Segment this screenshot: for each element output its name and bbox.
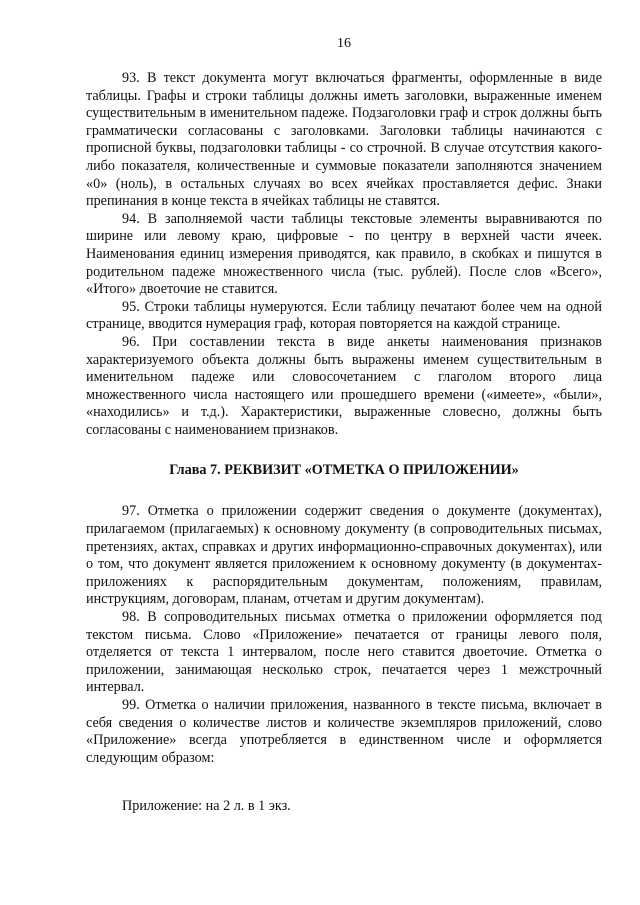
attachment-example: Приложение: на 2 л. в 1 экз.	[122, 798, 291, 815]
paragraph-99: 99. Отметка о наличии приложения, названного в тексте письма, включает в себя сведения о количестве листов и количестве экземпляров приложений, слово «Приложение» всегда употребляется в единственном числе и оформляется следующим образом:	[86, 697, 602, 766]
paragraph-97: 97. Отметка о приложении содержит сведения о документе (документах), прилагаемом (прилагаемых) к основному документу (в сопроводительных письмах, претензиях, актах, справках и других информационно-справочных документах), или о том, что документ является приложением к основному документу (в документах-приложениях к распорядительным документам, положениям, правилам, инструкциям, договорам, планам, отчетам и другим документам).	[86, 503, 602, 608]
paragraph-95: 95. Строки таблицы нумеруются. Если таблицу печатают более чем на одной странице, вводится нумерация граф, которая повторяется на каждой странице.	[86, 298, 602, 333]
paragraph-96: 96. При составлении текста в виде анкеты наименования признаков характеризуемого объекта должны быть выражены именем существительным в именительном падеже или словосочетанием с глаголом второго лица множественного числа настоящего или прошедшего времени («имеете», «были», «находились» и т.д.). Характеристики, выраженные словесно, должны быть согласованы с наименованием признаков.	[86, 333, 602, 438]
paragraph-98: 98. В сопроводительных письмах отметка о приложении оформляется под текстом письма. Слово «Приложение» печатается от границы левого поля, отделяется от текста 1 интервалом, после него ставится двоеточие. Отметка о приложении, занимающая несколько строк, печатается через 1 межстрочный интервал.	[86, 609, 602, 696]
paragraph-94: 94. В заполняемой части таблицы текстовые элементы выравниваются по ширине или левому краю, цифровые - по центру в верхней части ячеек. Наименования единиц измерения приводятся, как правило, в скобках и пишутся в родительном падеже множественного числа (тыс. рублей). После слов «Всего», «Итого» двоеточие не ставится.	[86, 210, 602, 298]
paragraph-93: 93. В текст документа могут включаться фрагменты, оформленные в виде таблицы. Графы и строки таблицы должны иметь заголовки, выраженные именем существительным в именительном падеже. Подзаголовки граф и строк должны быть грамматически согласованы с заголовками. Заголовки таблицы начинаются с прописной буквы, подзаголовки таблицы - со строчной. В случае отсутствия какого-либо показателя, количественные и суммовые показатели заполняются значением «0» (ноль), в остальных случаях во всех ячейках проставляется дефис. Знаки препинания в конце текста в ячейках таблицы не ставятся.	[86, 70, 602, 210]
page-number: 16	[337, 36, 351, 51]
chapter-title: Глава 7. РЕКВИЗИТ «ОТМЕТКА О ПРИЛОЖЕНИИ»	[169, 462, 519, 479]
